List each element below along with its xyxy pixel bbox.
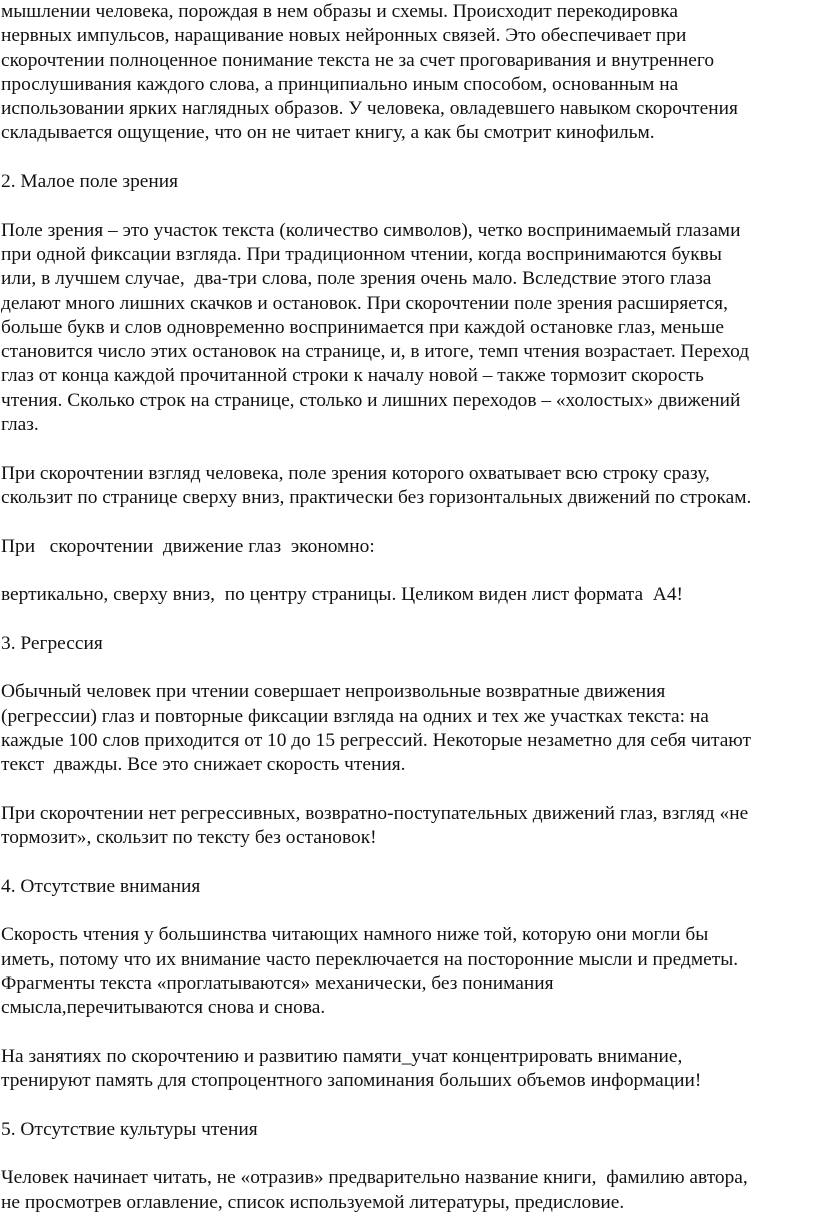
paragraph-regression [1,680,812,777]
paragraph-field-of-view [1,219,812,438]
text-line: тренируют память для стопроцентного запоминания больших объемов информации! [1,1070,702,1092]
heading-text: 2. Малое поле зрения [1,171,179,193]
text-line: иметь, потому что их внимание часто переключается на посторонние мысли и предметы. [1,948,739,970]
heading-text: 3. Регрессия [1,632,103,654]
text-line: вертикально, сверху вниз, по центру страницы. Целиком виден лист формата А4! [1,584,683,606]
text-line: При скорочтении движение глаз экономно: [1,535,375,557]
text-line: скользит по странице сверху вниз, практически без горизонтальных движений по строкам. [1,486,752,508]
section-heading-small-field-of-view [1,170,812,194]
text-line: чтения. Сколько строк на странице, столько и лишних переходов – «холостых» движений [1,389,741,411]
text-line: нервных импульсов, наращивание новых нейронных связей. Это обеспечивает при [1,25,687,47]
paragraph-gaze-scrolling [1,462,812,511]
text-line: смысла,перечитываются снова и снова. [1,997,326,1019]
text-line: При скорочтении нет регрессивных, возвратно-поступательных движений глаз, взгляд «не [1,802,749,824]
text-line: (регрессии) глаз и повторные фиксации взгляда на одних и тех же участках текста: на [1,705,709,727]
text-line: складывается ощущение, что он не читает книгу, а как бы смотрит кинофильм. [1,122,655,144]
text-line: На занятиях по скорочтению и развитию памяти_учат концентрировать внимание, [1,1045,683,1067]
text-line: больше букв и слов одновременно воспринимается при каждой остановке глаз, меньше [1,316,724,338]
heading-text: 4. Отсутствие внимания [1,875,201,897]
text-line: Обычный человек при чтении совершает непроизвольные возвратные движения [1,681,666,703]
text-line: становится число этих остановок на странице, и, в итоге, темп чтения возрастает. Переход [1,341,750,363]
text-line: глаз от конца каждой прочитанной строки к началу новой – также тормозит скорость [1,365,704,387]
section-heading-lack-of-attention [1,875,812,899]
text-line: не просмотрев оглавление, список используемой литературы, предисловие. [1,1191,625,1213]
paragraph-eye-movement-economy [1,535,812,559]
text-line: тормозит», скользит по тексту без остановок! [1,827,377,849]
text-line: текст дважды. Все это снижает скорость чтения. [1,754,406,776]
paragraph-continuation [1,0,812,146]
text-line: делают много лишних скачков и остановок. При скорочтении поле зрения расширяется, [1,292,728,314]
text-line: при одной фиксации взгляда. При традиционном чтении, когда воспринимаются буквы [1,243,722,265]
section-heading-reading-culture [1,1118,812,1142]
text-line: Скорость чтения у большинства читающих намного ниже той, которую они могли бы [1,924,709,946]
text-line: мышлении человека, порождая в нем образы и схемы. Происходит перекодировка [1,1,678,22]
text-line: использовании ярких наглядных образов. У человека, овладевшего навыком скорочтения [1,98,738,120]
text-line: Человек начинает читать, не «отразив» предварительно название книги, фамилию автора, [1,1167,748,1189]
paragraph-vertical-reading [1,583,812,607]
text-line: или, в лучшем случае, два-три слова, поле зрения очень мало. Вследствие этого глаза [1,268,712,290]
paragraph-reading-culture [1,1166,812,1215]
section-heading-regression [1,632,812,656]
text-line: каждые 100 слов приходится от 10 до 15 регрессий. Некоторые незаметно для себя читают [1,729,752,751]
text-line: глаз. [1,414,39,436]
paragraph-attention [1,923,812,1020]
text-line: скорочтении полноценное понимание текста не за счет проговаривания и внутреннего [1,49,715,71]
text-line: Поле зрения – это участок текста (количество символов), четко воспринимаемый глазами [1,219,741,241]
paragraph-no-regression [1,802,812,851]
text-line: прослушивания каждого слова, а принципиально иным способом, основанным на [1,73,679,95]
text-line: Фрагменты текста «проглатываются» механически, без понимания [1,972,554,994]
text-line: При скорочтении взгляд человека, поле зрения которого охватывает всю строку сразу, [1,462,710,484]
paragraph-memory-training [1,1045,812,1094]
heading-text: 5. Отсутствие культуры чтения [1,1118,258,1140]
